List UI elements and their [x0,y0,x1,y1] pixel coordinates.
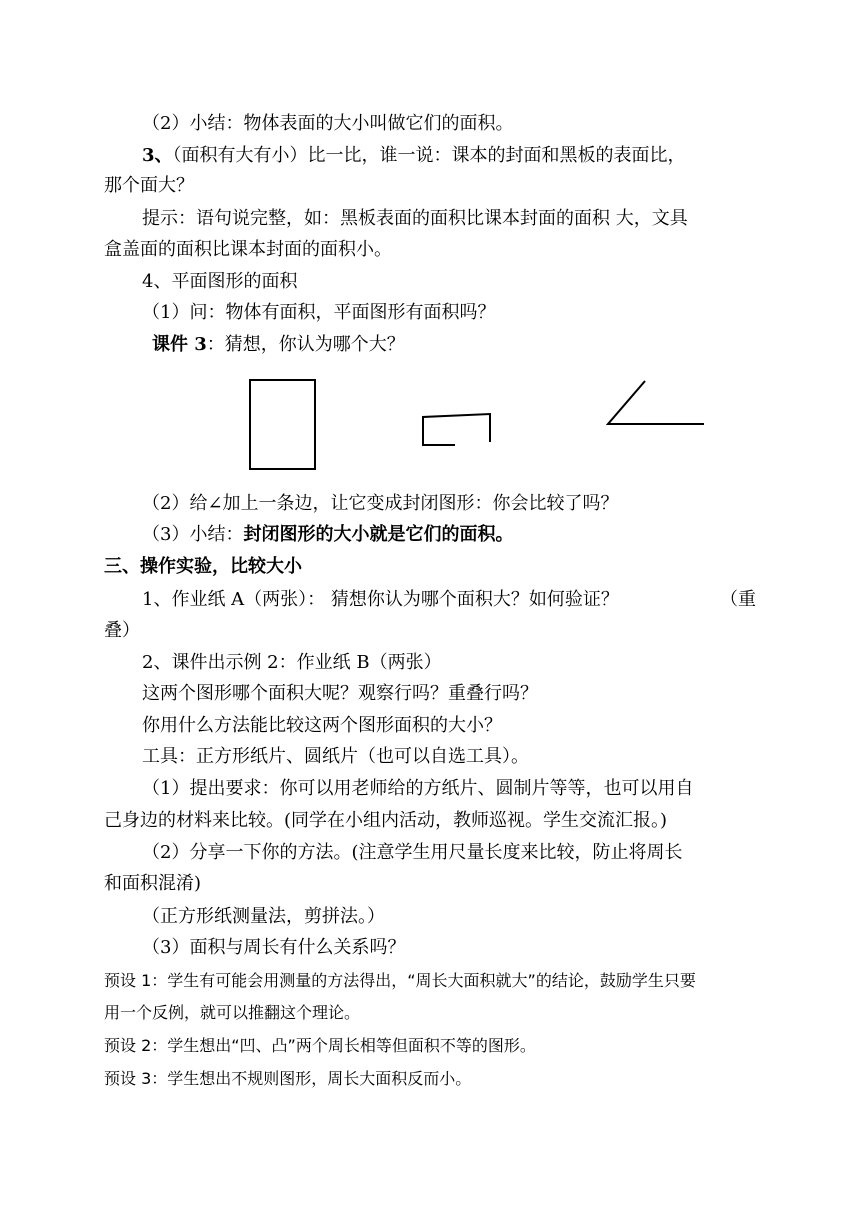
heading-item-4: 4、平面图形的面积 [142,271,298,292]
paragraph-preset-2: 预设 2：学生想出“凹、凸”两个周长相等但面积不等的图形。 [104,1036,536,1055]
open-polyline-shape [423,414,490,445]
paragraph-question-relation: （3）面积与周长有什么关系吗？ [142,937,406,958]
paragraph-methods: （正方形纸测量法，剪拼法。） [142,906,385,927]
paragraph-share: （2）分享一下你的方法。(注意学生用尺量长度来比较，防止将周长 [142,842,683,863]
paragraph-question-1: （1）问：物体有面积，平面图形有面积吗？ [142,302,496,323]
summary-3-prefix: （3）小结： [142,524,244,545]
paragraph-item-3-cont: 那个面大？ [104,175,194,196]
closed-rectangle-shape [250,380,315,469]
paragraph-question-compare: 这两个图形哪个面积大呢？观察行吗？重叠行吗？ [142,683,538,704]
paragraph-preset-1: 预设 1：学生有可能会用测量的方法得出，“周长大面积就大”的结论，鼓励学生只要 [104,971,696,990]
paragraph-summary-3 [142,523,513,547]
section-heading-3-text: 三、操作实验，比较大小 [104,556,302,577]
summary-3-bold: 封闭图形的大小就是它们的面积。 [243,524,514,545]
shapes-figure [0,0,860,480]
paragraph-preset-3: 预设 3：学生想出不规则图形，周长大面积反而小。 [104,1069,472,1088]
courseware-3-label: 课件 3 [152,334,207,355]
courseware-3-text: ：猜想，你认为哪个大？ [206,334,405,355]
paragraph-question-2: （2）给∠加上一条边，让它变成封闭图形：你会比较了吗？ [142,493,619,514]
item-3-text: （面积有大有小）比一比，谁一说：课本的封面和黑板的表面比， [172,145,686,166]
paragraph-tools: 工具：正方形纸片、圆纸片（也可以自选工具）。 [142,746,529,767]
paragraph-share-cont: 和面积混淆) [104,873,202,894]
paragraph-item-1-tail: （重 [720,589,756,610]
paragraph-preset-1-cont: 用一个反例，就可以推翻这个理论。 [104,1003,361,1022]
section-heading-3 [104,555,302,579]
paragraph-summary-1: （2）小结：物体表面的大小叫做它们的面积。 [142,113,514,134]
paragraph-hint-cont: 盒盖面的面积比课本封面的面积小。 [104,239,392,260]
angle-shape [608,381,704,424]
paragraph-question-method: 你用什么方法能比较这两个图形面积的大小？ [142,715,502,736]
paragraph-item-1-cont: 叠） [104,620,140,641]
paragraph-requirement: （1）提出要求：你可以用老师给的方纸片、圆制片等等，也可以用自 [142,778,694,799]
paragraph-item-1: 1、作业纸 A（两张）： 猜想你认为哪个面积大？如何验证？ [142,589,619,610]
item-3-number: 3、 [142,145,173,166]
paragraph-requirement-cont: 己身边的材料来比较。(同学在小组内活动，教师巡视。学生交流汇报。) [104,810,668,831]
paragraph-hint: 提示：语句说完整，如：黑板表面的面积比课本封面的面积 大，文具 [142,208,688,229]
paragraph-item-2: 2、课件出示例 2：作业纸 B（两张） [142,652,442,673]
